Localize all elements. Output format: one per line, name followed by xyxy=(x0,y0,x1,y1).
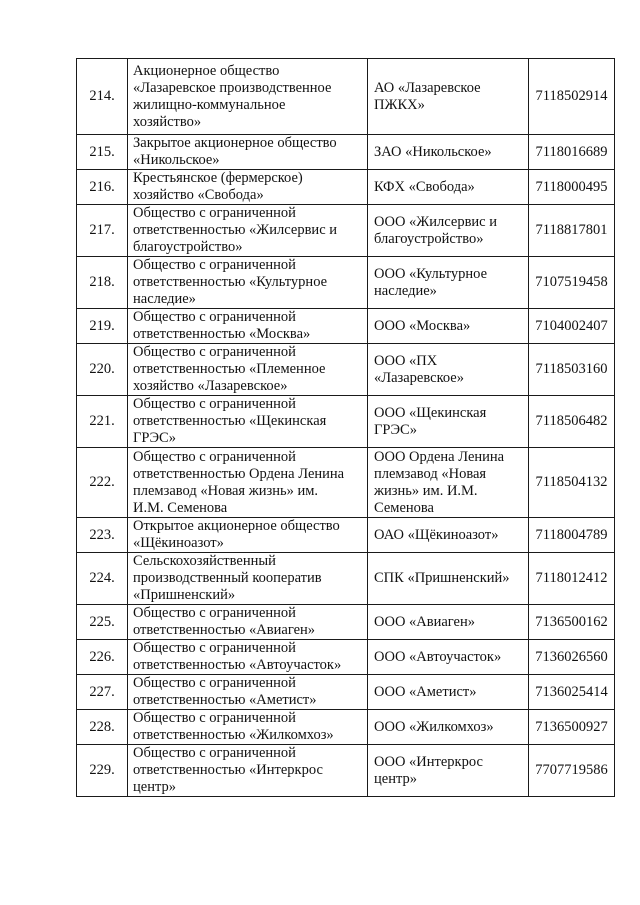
document-page xyxy=(76,58,615,797)
inn-number-cell xyxy=(529,605,615,640)
inn-number: 7104002407 xyxy=(535,317,608,334)
organization-short-name: ЗАО «Никольское» xyxy=(374,143,492,160)
inn-number: 7118012412 xyxy=(535,570,608,586)
row-number: 216. xyxy=(89,178,115,195)
row-number: 224. xyxy=(89,570,115,586)
inn-number: 7118016689 xyxy=(535,143,608,160)
table-row xyxy=(77,675,615,710)
organization-full-name-cell xyxy=(128,205,368,257)
organization-full-name-cell xyxy=(128,553,368,605)
row-number: 217. xyxy=(89,222,115,238)
organization-full-name-cell xyxy=(128,309,368,344)
row-number: 223. xyxy=(89,526,115,543)
organization-full-name-cell xyxy=(128,257,368,309)
row-number-cell xyxy=(77,448,128,518)
organization-short-name-cell xyxy=(368,745,529,797)
inn-number-cell xyxy=(529,59,615,135)
organization-short-name-cell xyxy=(368,448,529,518)
row-number-cell xyxy=(77,344,128,396)
table-row xyxy=(77,257,615,309)
table-row xyxy=(77,605,615,640)
organization-full-name: Общество с ограниченной ответственностью «Племенное хозяйство «Лазаревское» xyxy=(133,344,326,394)
organization-short-name: ООО «Аметист» xyxy=(374,683,477,700)
organization-full-name: Общество с ограниченной ответственностью «Культурное наследие» xyxy=(133,257,328,307)
organization-full-name: Общество с ограниченной ответственностью Ордена Ленина племзавод «Новая жизнь» им. И.М. Семенова xyxy=(133,448,345,516)
table-row xyxy=(77,344,615,396)
organization-full-name: Общество с ограниченной ответственностью «Жилсервис и благоустройство» xyxy=(133,205,338,255)
organization-short-name-cell xyxy=(368,257,529,309)
row-number-cell xyxy=(77,59,128,135)
inn-number-cell xyxy=(529,640,615,675)
row-number-cell xyxy=(77,553,128,605)
inn-number-cell xyxy=(529,344,615,396)
inn-number: 7136500927 xyxy=(535,718,608,735)
organization-full-name: Общество с ограниченной ответственностью «Москва» xyxy=(133,309,311,342)
organization-short-name-cell xyxy=(368,170,529,205)
inn-number-cell xyxy=(529,518,615,553)
row-number: 228. xyxy=(89,718,115,735)
organization-short-name-cell xyxy=(368,309,529,344)
row-number: 222. xyxy=(89,474,115,490)
organization-full-name-cell xyxy=(128,59,368,135)
table-row xyxy=(77,518,615,553)
row-number-cell xyxy=(77,257,128,309)
organization-short-name: ООО «Культурное наследие» xyxy=(374,265,488,299)
organization-short-name: ООО «Жилкомхоз» xyxy=(374,718,494,735)
organization-short-name: ООО «Жилсервис и благоустройство» xyxy=(374,213,498,247)
organization-full-name: Общество с ограниченной ответственностью «Авиаген» xyxy=(133,605,316,638)
organization-full-name: Сельскохозяйственный производственный кооператив «Пришненский» xyxy=(133,553,322,603)
inn-number: 7118004789 xyxy=(535,526,608,543)
row-number-cell xyxy=(77,675,128,710)
organization-short-name-cell xyxy=(368,135,529,170)
organization-full-name: Общество с ограниченной ответственностью «Интеркрос центр» xyxy=(133,745,323,795)
organization-full-name-cell xyxy=(128,448,368,518)
row-number: 215. xyxy=(89,143,115,160)
row-number-cell xyxy=(77,518,128,553)
inn-number: 7136026560 xyxy=(535,648,608,665)
row-number: 218. xyxy=(89,274,115,290)
organization-full-name: Общество с ограниченной ответственностью «Щекинская ГРЭС» xyxy=(133,396,327,446)
row-number: 220. xyxy=(89,361,115,377)
organizations-table-body xyxy=(77,59,615,797)
organization-short-name: ОАО «Щёкиноазот» xyxy=(374,526,499,543)
table-row xyxy=(77,170,615,205)
table-row xyxy=(77,745,615,797)
organization-short-name-cell xyxy=(368,553,529,605)
inn-number: 7118503160 xyxy=(535,361,608,377)
row-number: 227. xyxy=(89,683,115,700)
organization-full-name-cell xyxy=(128,170,368,205)
inn-number-cell xyxy=(529,710,615,745)
inn-number: 7107519458 xyxy=(535,274,608,290)
inn-number-cell xyxy=(529,257,615,309)
inn-number-cell xyxy=(529,309,615,344)
inn-number: 7118504132 xyxy=(535,474,608,490)
organization-short-name: ООО «Щекинская ГРЭС» xyxy=(374,404,487,438)
organization-full-name: Крестьянское (фермерское) хозяйство «Свобода» xyxy=(133,170,303,203)
inn-number-cell xyxy=(529,170,615,205)
row-number: 229. xyxy=(89,762,115,778)
organization-full-name-cell xyxy=(128,135,368,170)
organization-short-name: ООО Ордена Ленина племзавод «Новая жизнь» им. И.М. Семенова xyxy=(374,448,505,516)
inn-number: 7136025414 xyxy=(535,683,608,700)
row-number-cell xyxy=(77,135,128,170)
organization-short-name-cell xyxy=(368,205,529,257)
organization-short-name: СПК «Пришненский» xyxy=(374,570,510,586)
organization-full-name: Общество с ограниченной ответственностью «Автоучасток» xyxy=(133,640,342,673)
row-number-cell xyxy=(77,640,128,675)
organization-full-name: Закрытое акционерное общество «Никольское» xyxy=(133,135,337,168)
organization-full-name: Общество с ограниченной ответственностью «Жилкомхоз» xyxy=(133,710,334,743)
row-number: 214. xyxy=(89,88,115,104)
inn-number: 7118502914 xyxy=(535,88,608,104)
organization-short-name-cell xyxy=(368,605,529,640)
row-number-cell xyxy=(77,170,128,205)
organization-full-name: Акционерное общество «Лазаревское производственное жилищно-коммунальное хозяйство» xyxy=(133,62,332,130)
organization-full-name: Общество с ограниченной ответственностью «Аметист» xyxy=(133,675,317,708)
row-number-cell xyxy=(77,309,128,344)
organization-short-name-cell xyxy=(368,675,529,710)
inn-number: 7118506482 xyxy=(535,413,608,429)
inn-number-cell xyxy=(529,745,615,797)
table-row xyxy=(77,135,615,170)
table-row xyxy=(77,309,615,344)
row-number: 225. xyxy=(89,613,115,630)
table-row xyxy=(77,448,615,518)
organization-full-name-cell xyxy=(128,518,368,553)
row-number: 219. xyxy=(89,317,115,334)
organization-full-name-cell xyxy=(128,605,368,640)
row-number: 221. xyxy=(89,413,115,429)
row-number-cell xyxy=(77,745,128,797)
inn-number: 7118000495 xyxy=(535,178,608,195)
organization-short-name: ООО «Автоучасток» xyxy=(374,648,502,665)
organization-short-name-cell xyxy=(368,710,529,745)
organization-full-name: Открытое акционерное общество «Щёкиноазот» xyxy=(133,518,340,551)
inn-number-cell xyxy=(529,135,615,170)
inn-number: 7136500162 xyxy=(535,613,608,630)
inn-number-cell xyxy=(529,553,615,605)
organization-full-name-cell xyxy=(128,640,368,675)
inn-number-cell xyxy=(529,675,615,710)
row-number: 226. xyxy=(89,648,115,665)
inn-number: 7707719586 xyxy=(535,762,608,778)
row-number-cell xyxy=(77,205,128,257)
inn-number-cell xyxy=(529,205,615,257)
table-row xyxy=(77,396,615,448)
inn-number: 7118817801 xyxy=(535,222,608,238)
organization-short-name: АО «Лазаревское ПЖКХ» xyxy=(374,79,481,113)
organization-full-name-cell xyxy=(128,710,368,745)
organization-short-name-cell xyxy=(368,518,529,553)
organization-short-name-cell xyxy=(368,59,529,135)
organization-full-name-cell xyxy=(128,745,368,797)
table-row xyxy=(77,710,615,745)
organization-short-name-cell xyxy=(368,396,529,448)
organization-short-name-cell xyxy=(368,344,529,396)
row-number-cell xyxy=(77,605,128,640)
row-number-cell xyxy=(77,710,128,745)
inn-number-cell xyxy=(529,396,615,448)
table-row xyxy=(77,205,615,257)
organization-full-name-cell xyxy=(128,396,368,448)
table-row xyxy=(77,640,615,675)
inn-number-cell xyxy=(529,448,615,518)
organization-short-name: ООО «Авиаген» xyxy=(374,613,476,630)
organization-short-name-cell xyxy=(368,640,529,675)
organization-short-name: ООО «Интеркрос центр» xyxy=(374,753,483,787)
organization-short-name: ООО «ПХ «Лазаревское» xyxy=(374,352,464,386)
organization-full-name-cell xyxy=(128,344,368,396)
organization-short-name: КФХ «Свобода» xyxy=(374,178,475,195)
row-number-cell xyxy=(77,396,128,448)
table-row xyxy=(77,553,615,605)
organizations-table xyxy=(76,58,615,797)
organization-short-name: ООО «Москва» xyxy=(374,317,471,334)
organization-full-name-cell xyxy=(128,675,368,710)
table-row xyxy=(77,59,615,135)
